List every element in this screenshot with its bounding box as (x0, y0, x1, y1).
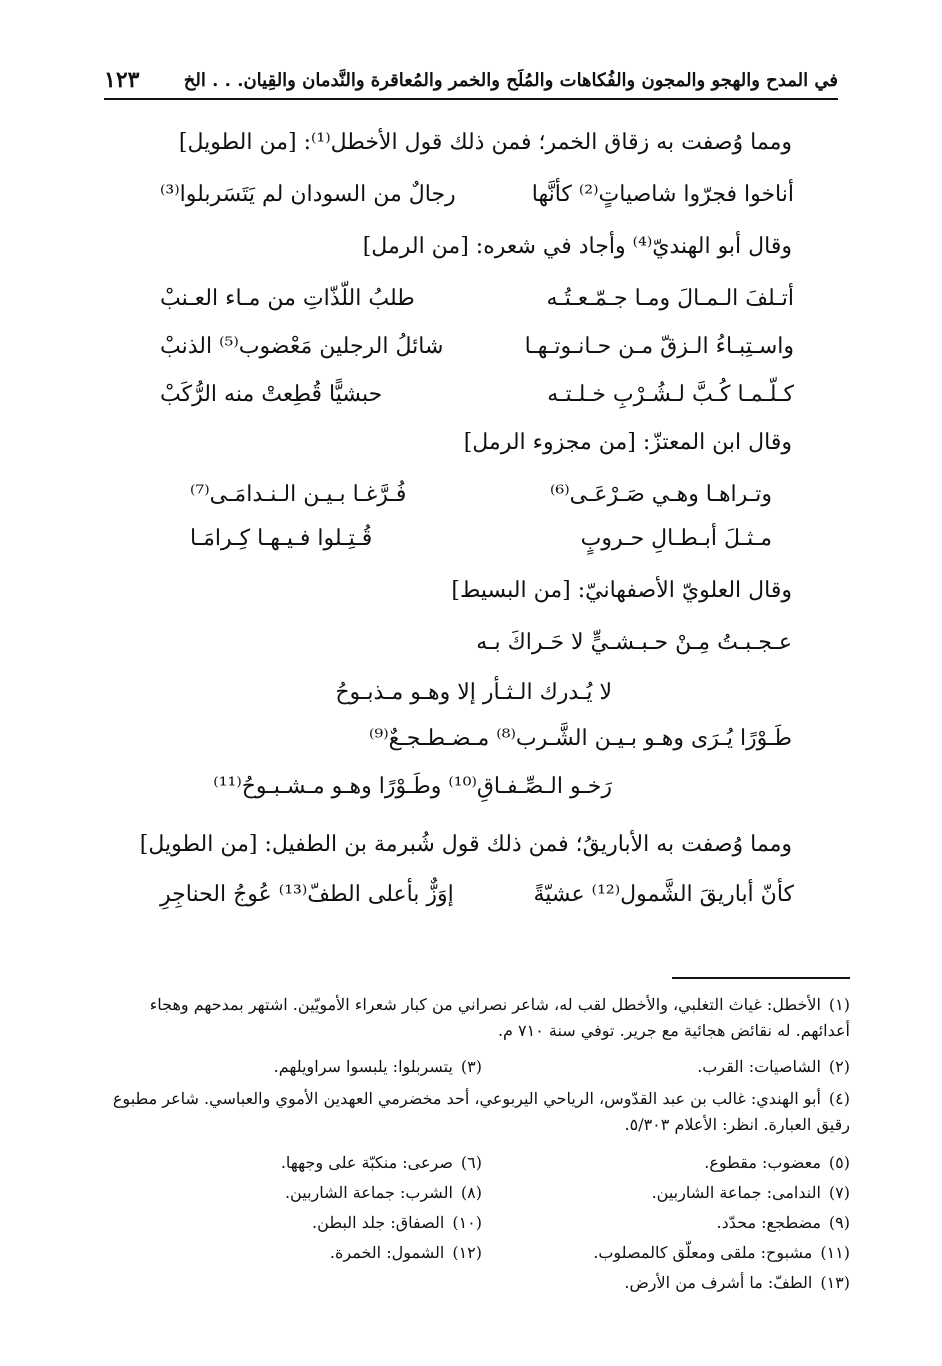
verse-1-first-hemistich: أناخوا فجرّوا شاصياتٍ⁽²⁾ كأنَّها (531, 182, 794, 207)
footnote-1-number: (١) (828, 995, 850, 1014)
verse-2-second-hemistich: طلبُ اللّذّاتِ من مـاء العـنبْ (160, 286, 415, 311)
footnote-12-text: الشمول: الخمرة. (329, 1243, 445, 1262)
verse-3 (160, 330, 794, 364)
verse-4-first-hemistich: كـلّـمـا كُـبَّ لـشُـرْبِ خـلـتـه (547, 382, 794, 407)
verse-6-first-hemistich: مـثـلَ أبـطـالِ حـروبٍ (580, 526, 772, 551)
footnote-1 (100, 992, 850, 1044)
stanza-line-1: عـجـبـتُ مِـنْ حـبـشـيٍّ لا حَـراكَ بـه (476, 630, 792, 655)
footnote-2-text: الشاصيات: القرب. (697, 1057, 821, 1076)
footnote-5 (704, 1150, 850, 1176)
verse-1 (160, 178, 794, 212)
verse-4-second-hemistich: حبشيًّا قُطِعتْ منه الرُّكَبْ (160, 382, 383, 407)
footnote-13-number: (١٣) (820, 1273, 850, 1292)
footnote-7-number: (٧) (828, 1183, 850, 1202)
verse-5 (190, 478, 772, 512)
footnote-separator (672, 977, 850, 979)
verse-7-second-hemistich: إوَزٌّ بأعلى الطفّ⁽¹³⁾ عُوجُ الحناجِرِ (160, 882, 454, 907)
footnote-6-text: صرعى: منكبّة على وجهها. (280, 1153, 453, 1172)
footnote-10 (312, 1210, 482, 1236)
verse-1-second-hemistich: رجالٌ من السودان لم يَتَسَربلوا⁽³⁾ (160, 182, 456, 207)
verse-5-second-hemistich: فُـرَّغـا بـيـن الـنـدامَـى⁽⁷⁾ (190, 482, 407, 507)
footnote-4-number: (٤) (828, 1089, 850, 1108)
footnote-3 (274, 1054, 482, 1080)
stanza-line-2: لا يُـدرك الـثـأر إلا وهـو مـذبـوحُ (335, 680, 612, 705)
prose-intro-2: وقال أبو الهنديّ⁽⁴⁾ وأجاد في شعره: [من الرمل] (362, 234, 792, 259)
footnote-5-text: معضوب: مقطوع. (704, 1153, 821, 1172)
footnote-9-text: مضطجع: محدّد. (716, 1213, 821, 1232)
verse-7-first-hemistich: كأنّ أباريقَ الشَّمول⁽¹²⁾ عشيّةً (533, 882, 794, 907)
stanza-line-4: رَخـو الـصِّـفـاقِ⁽¹⁰⁾ وطَـوْرًا وهـو مـشـبـوحُ⁽¹¹⁾ (213, 774, 612, 799)
footnote-12 (330, 1240, 482, 1266)
footnote-6 (281, 1150, 482, 1176)
footnote-10-number: (١٠) (452, 1213, 482, 1232)
footnote-2-number: (٢) (828, 1057, 850, 1076)
verse-2 (160, 282, 794, 316)
footnote-8-number: (٨) (460, 1183, 482, 1202)
footnote-1-text: الأخطل: غياث التغلبي، والأخطل لقب له، شاعر نصراني من كبار شعراء الأمويّين. اشتهر بمدحهم وهجاء أعدائهم. له نقائض هجائية مع جرير. توفي سنة ٧١٠ م. (149, 995, 850, 1040)
verse-6 (190, 522, 772, 556)
footnote-12-number: (١٢) (452, 1243, 482, 1262)
verse-7 (160, 878, 794, 912)
running-header (104, 62, 838, 100)
page-number: ١٢٣ (104, 67, 140, 93)
verse-6-second-hemistich: قُـتِـلوا فـيـهـا كِـرامَـا (190, 526, 373, 551)
verse-5-first-hemistich: وتـراهـا وهـي صَـرْعَـى⁽⁶⁾ (550, 482, 772, 507)
footnote-11-text: مشبوح: ملقى ومعلّق كالمصلوب. (593, 1243, 813, 1262)
footnote-9-number: (٩) (828, 1213, 850, 1232)
footnote-13-text: الطفّ: ما أشرف من الأرض. (624, 1273, 813, 1292)
running-title: في المدح والهجو والمجون والفُكاهات والمُلَح والخمر والمُعاقرة والنَّدمان والقِيان. . . الخ (183, 69, 838, 91)
verse-4 (160, 378, 794, 412)
footnote-4 (100, 1086, 850, 1138)
verse-3-second-hemistich: شائلُ الرجلين مَعْضوب⁽⁵⁾ الذنبْ (160, 334, 444, 359)
footnote-7-text: الندامى: جماعة الشاربين. (651, 1183, 821, 1202)
footnote-6-number: (٦) (460, 1153, 482, 1172)
footnote-10-text: الصفاق: جلد البطن. (312, 1213, 445, 1232)
footnote-5-number: (٥) (828, 1153, 850, 1172)
footnote-9 (717, 1210, 851, 1236)
footnote-3-text: يتسربلوا: يلبسوا سراويلهم. (273, 1057, 453, 1076)
stanza-line-3: طَـوْرًا يُـرَى وهـو بـيـن الشَّـرب⁽⁸⁾ مـضـطـجـعٌ⁽⁹⁾ (369, 726, 792, 751)
footnote-2 (697, 1054, 850, 1080)
footnote-11-number: (١١) (820, 1243, 850, 1262)
verse-2-first-hemistich: أتـلفَ الـمـالَ ومـا جـمّـعـتُـه (546, 286, 794, 311)
footnote-11 (593, 1240, 850, 1266)
footnote-4-text: أبو الهندي: غالب بن عبد القدّوس، الرياحي اليربوعي، أحد مخضرمي العهدين الأموي والعباسي. شاعر مطبوع رقيق العبارة. انظر: الأعلام ٥/٣٠٣. (112, 1089, 850, 1134)
footnote-7 (652, 1180, 850, 1206)
footnote-8 (285, 1180, 482, 1206)
footnote-8-text: الشرب: جماعة الشاربين. (284, 1183, 453, 1202)
footnote-3-number: (٣) (460, 1057, 482, 1076)
footnote-13 (624, 1270, 850, 1296)
prose-intro-5: ومما وُصفت به الأباريقُ؛ فمن ذلك قول شُبرمة بن الطفيل: [من الطويل] (139, 832, 792, 857)
prose-intro-4: وقال العلويّ الأصفهانيّ: [من البسيط] (451, 578, 792, 603)
prose-intro-1: ومما وُصفت به زقاق الخمر؛ فمن ذلك قول الأخطل⁽¹⁾: [من الطويل] (178, 130, 792, 155)
prose-intro-3: وقال ابن المعتزّ: [من مجزوء الرمل] (463, 430, 792, 455)
verse-3-first-hemistich: واسـتِبـاءُ الـزقّ مـن حـانـوتـهـا (524, 334, 794, 359)
